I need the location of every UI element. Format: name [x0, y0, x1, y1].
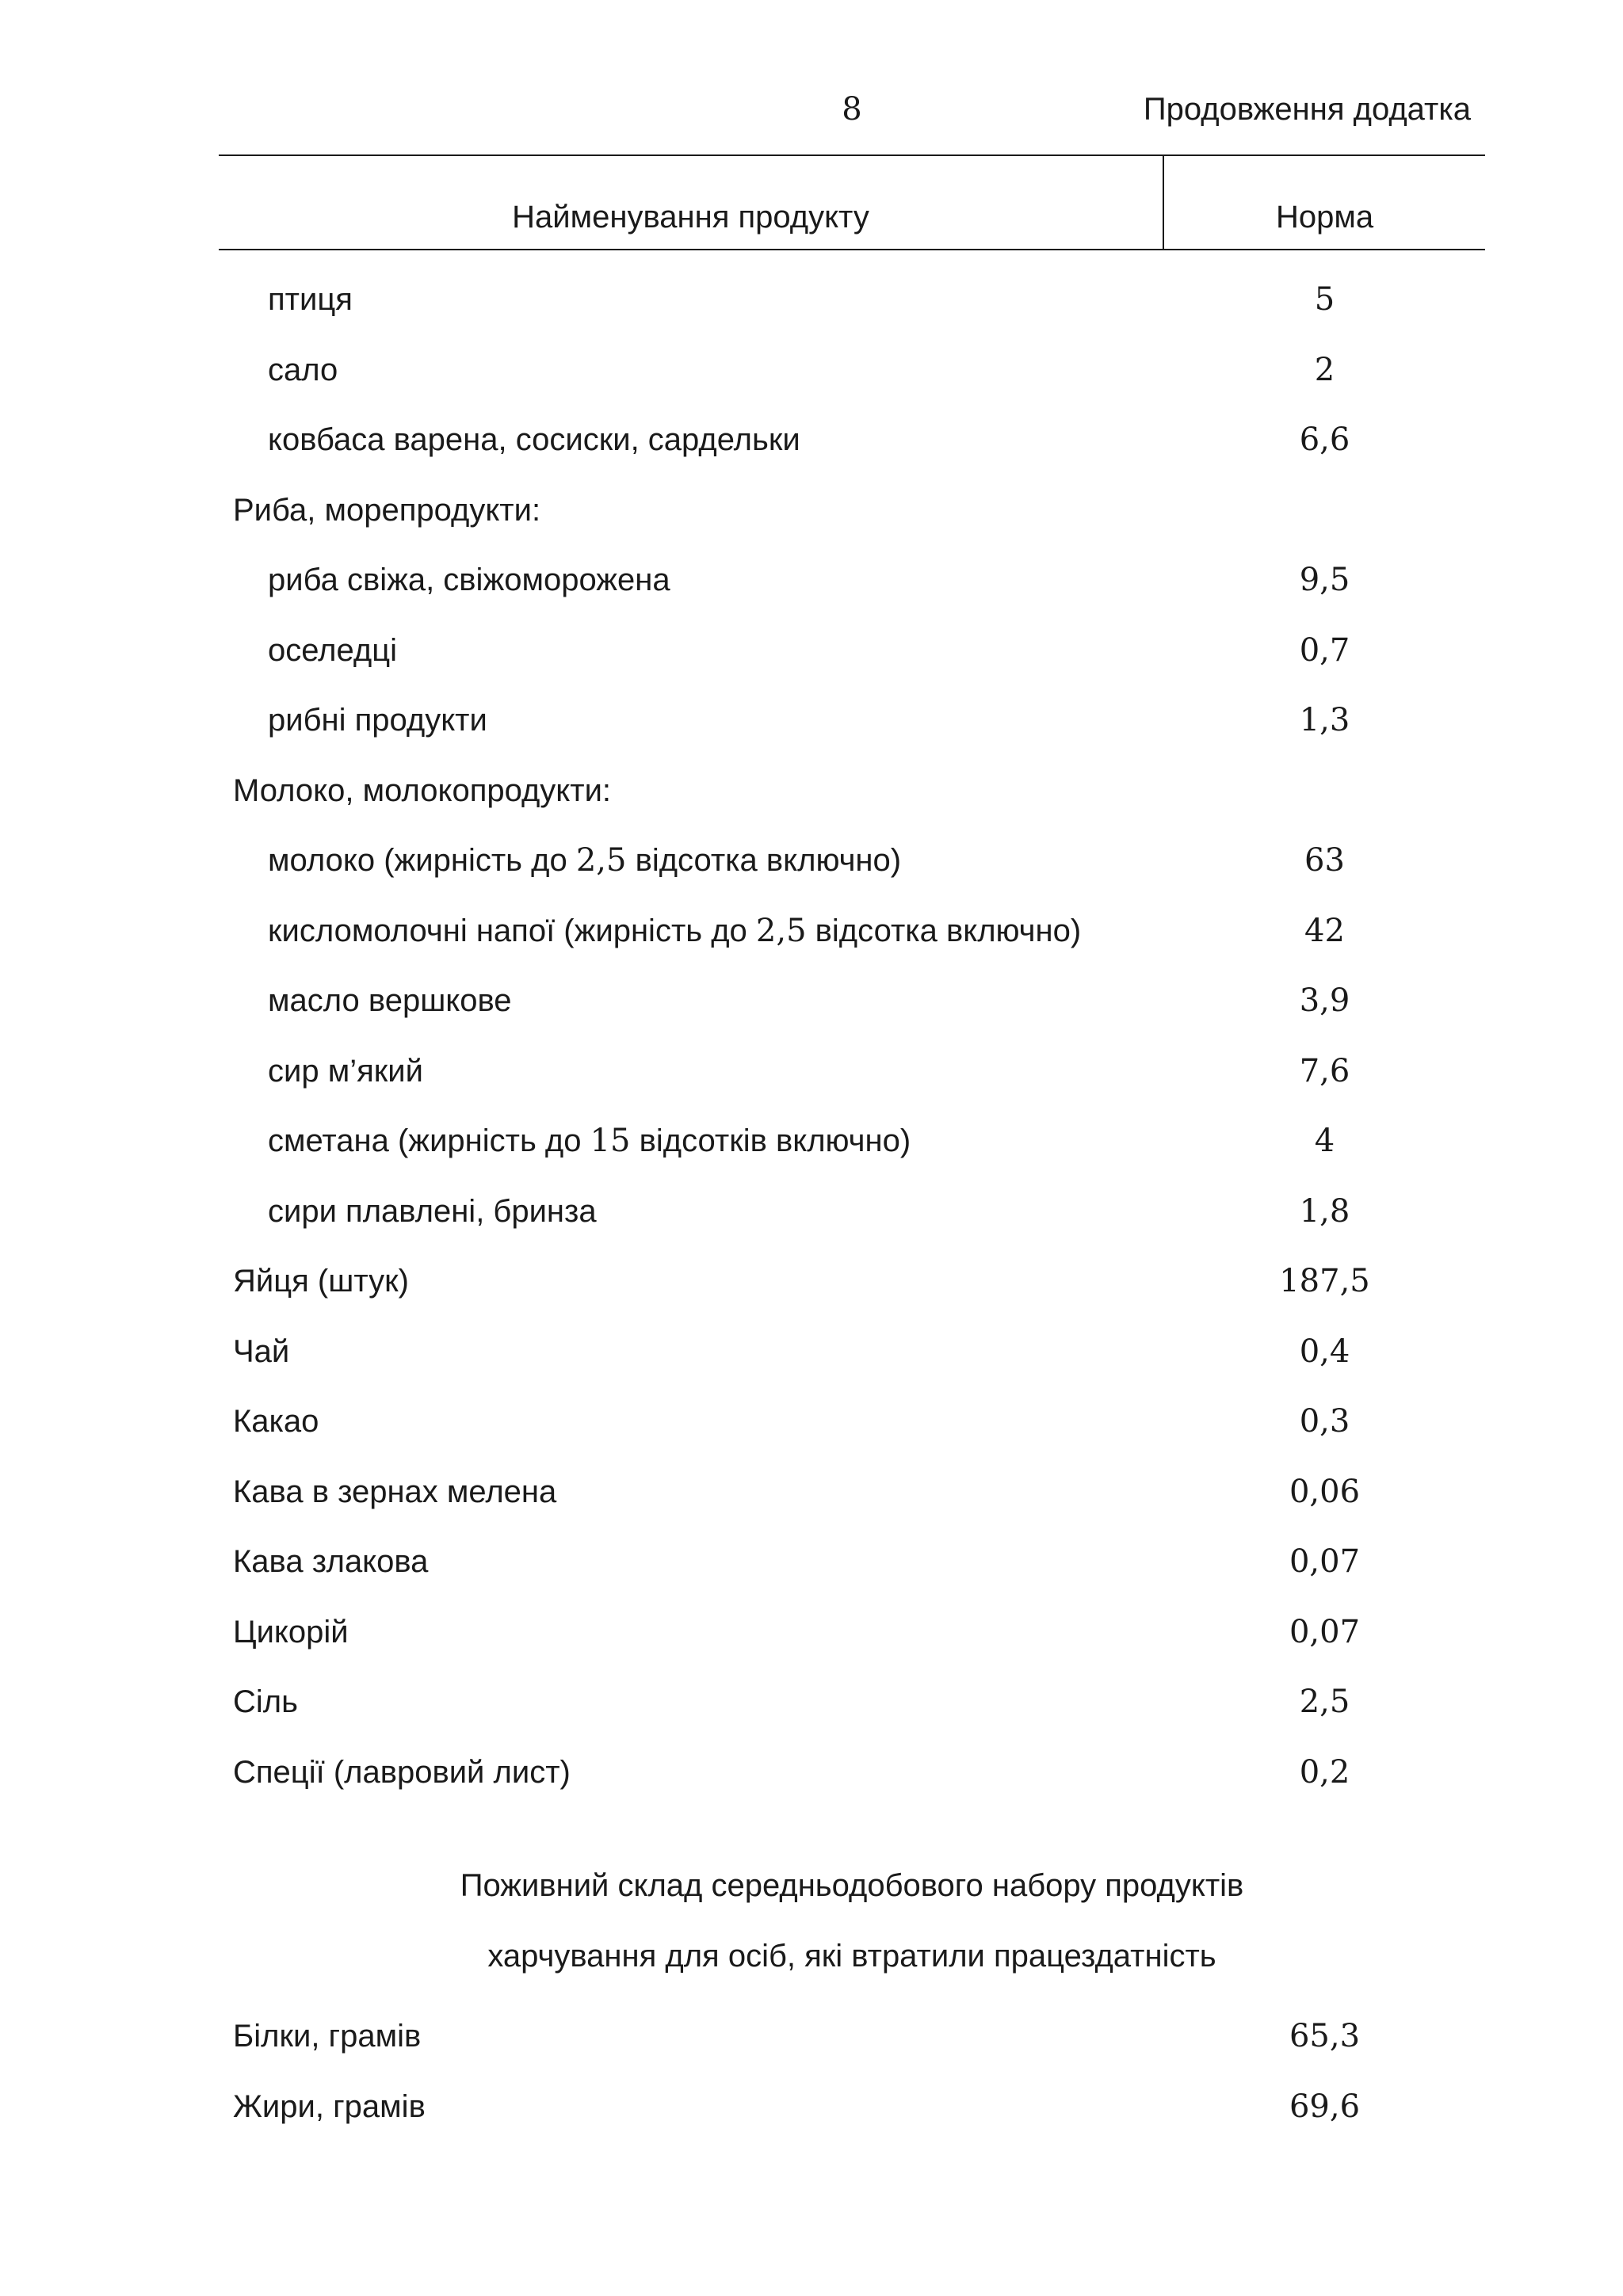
- product-name-part: сметана (жирність до: [268, 1123, 590, 1158]
- norm-value: 6,6: [1299, 421, 1350, 458]
- norms-table-header: [219, 154, 1485, 250]
- norm-value: 1,8: [1299, 1192, 1350, 1230]
- table-row: [219, 416, 1485, 486]
- table-row: [219, 1257, 1485, 1328]
- norm-value: 69,6: [1289, 2088, 1361, 2125]
- product-name: Молоко, молокопродукти:: [233, 772, 612, 808]
- norm-value: 5: [1314, 281, 1335, 318]
- product-name-part: відсотків включно): [630, 1123, 911, 1158]
- column-header-norm: Норма: [1275, 200, 1374, 235]
- norm-value: 7,6: [1299, 1052, 1350, 1089]
- nutrition-list: [219, 2012, 1485, 2153]
- continuation-label: Продовження додатка: [1143, 92, 1471, 127]
- table-row: [219, 977, 1485, 1047]
- product-name: риба свіжа, свіжоморожена: [268, 563, 670, 597]
- product-name-part: відсотка включно): [806, 913, 1082, 948]
- table-row: [219, 1188, 1485, 1258]
- product-name-part: 2,5: [575, 842, 627, 879]
- norm-value: 0,3: [1299, 1403, 1350, 1440]
- product-name: [268, 907, 1081, 955]
- product-name: Сіль: [233, 1684, 298, 1719]
- table-row: [219, 556, 1485, 627]
- product-name: Какао: [233, 1404, 319, 1439]
- norm-value: 0,2: [1299, 1753, 1350, 1791]
- table-row: [219, 1328, 1485, 1398]
- nutrition-title-line-2: харчування для осіб, які втратили працездатність: [487, 1939, 1216, 1974]
- table-header-row: [219, 154, 1485, 250]
- norms-table-body: [219, 276, 1485, 1818]
- table-row: [219, 837, 1485, 907]
- table-row: [219, 1398, 1485, 1468]
- norm-value: 3,9: [1299, 982, 1350, 1019]
- table-row: [219, 276, 1485, 346]
- norm-value: 0,7: [1299, 631, 1350, 669]
- table-row: [219, 907, 1485, 978]
- table-row: [219, 1678, 1485, 1749]
- product-name: Білки, грамів: [233, 2019, 422, 2054]
- product-name: Кава в зернах мелена: [233, 1474, 557, 1509]
- product-name: Цикорій: [233, 1614, 349, 1650]
- norm-value: 42: [1304, 912, 1345, 949]
- norm-value: 4: [1314, 1123, 1335, 1159]
- table-row: [219, 486, 1485, 557]
- norm-value: 63: [1304, 842, 1345, 879]
- table-row: [219, 1468, 1485, 1539]
- norm-value: 0,07: [1289, 1543, 1361, 1580]
- table-row: [219, 1538, 1485, 1608]
- table-row: [219, 1117, 1485, 1188]
- product-name: Кава злакова: [233, 1544, 429, 1579]
- product-name-part: 15: [590, 1123, 631, 1159]
- product-name: оселедці: [268, 632, 398, 668]
- table-row: [219, 767, 1485, 837]
- product-name: Спеції (лавровий лист): [233, 1754, 571, 1790]
- column-header-product-name: Найменування продукту: [219, 156, 1164, 250]
- product-name: ковбаса варена, сосиски, сардельки: [268, 422, 800, 457]
- product-name-part: молоко (жирність до: [268, 843, 576, 878]
- norm-value: 0,06: [1289, 1473, 1361, 1510]
- table-row: [219, 1047, 1485, 1118]
- norm-value: 9,5: [1299, 562, 1350, 598]
- table-row: [219, 1749, 1485, 1819]
- product-name: Чай: [233, 1333, 290, 1369]
- norm-value: 1,3: [1299, 702, 1350, 738]
- norm-value: 187,5: [1279, 1263, 1370, 1299]
- table-row: [219, 2012, 1485, 2083]
- norm-value: 2,5: [1299, 1684, 1350, 1720]
- table-row: [219, 1608, 1485, 1679]
- table-row: [219, 2083, 1485, 2153]
- norm-value: 0,07: [1289, 1613, 1361, 1650]
- table-row: [219, 696, 1485, 767]
- norm-value: 2: [1314, 351, 1335, 388]
- product-name: масло вершкове: [268, 983, 512, 1018]
- product-name-part: 2,5: [755, 912, 807, 949]
- product-name-part: кисломолочні напої (жирність до: [268, 913, 756, 948]
- product-name-part: відсотка включно): [626, 843, 902, 878]
- product-name: рибні продукти: [268, 703, 487, 738]
- product-name: [268, 1117, 911, 1165]
- product-name: сир м’який: [268, 1053, 423, 1089]
- norm-value: 65,3: [1289, 2018, 1361, 2054]
- norm-value: 0,4: [1299, 1333, 1350, 1370]
- table-row: [219, 627, 1485, 697]
- product-name: Риба, морепродукти:: [233, 492, 541, 528]
- product-name: [268, 837, 901, 884]
- product-name: сало: [268, 352, 338, 387]
- product-name: Жири, грамів: [233, 2088, 426, 2124]
- nutrition-section-title: [219, 1851, 1485, 1992]
- product-name: Яйця (штук): [233, 1264, 409, 1299]
- table-row: [219, 346, 1485, 417]
- product-name: птиця: [268, 282, 353, 317]
- nutrition-title-line-1: Поживний склад середньодобового набору продуктів: [460, 1868, 1244, 1903]
- page-number: 8: [842, 91, 862, 128]
- product-name: сири плавлені, бринза: [268, 1193, 597, 1229]
